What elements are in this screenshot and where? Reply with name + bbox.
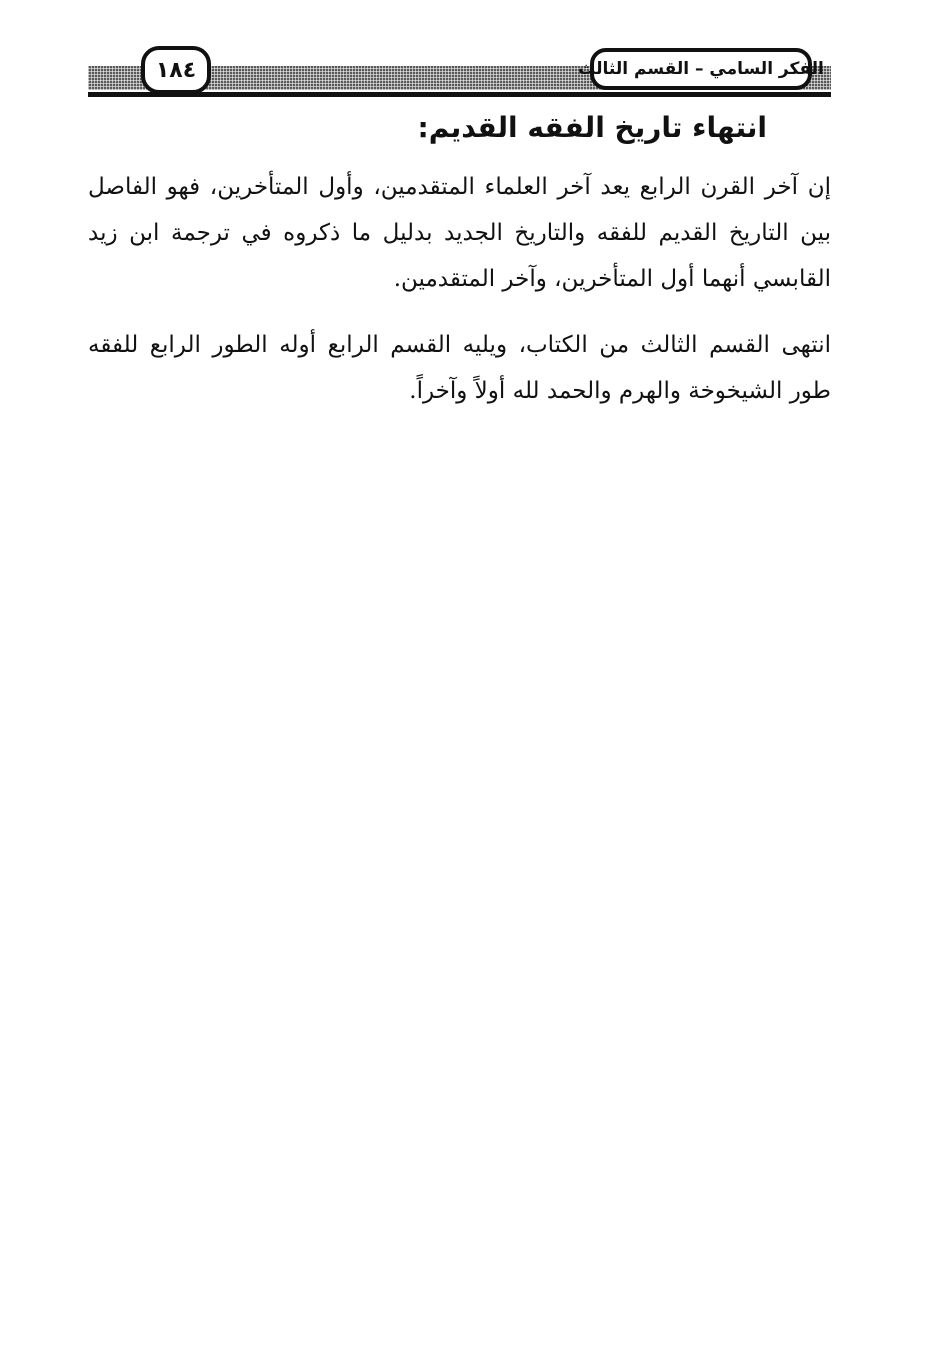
- section-heading: انتهاء تاريخ الفقه القديم:: [417, 111, 767, 144]
- running-header-text: الفكر السامي – القسم الثالث: [578, 59, 824, 79]
- page-number-text: ١٨٤: [155, 57, 197, 83]
- body-paragraph-2: انتهى القسم الثالث من الكتاب، ويليه القسم الرابع أوله الطور الرابع للفقه طور الشيخوخة والهرم والحمد لله أولاً وآخراً.: [88, 332, 831, 404]
- running-header-title: [578, 48, 824, 90]
- body-paragraph-1: إن آخر القرن الرابع يعد آخر العلماء المتقدمين، وأول المتأخرين، فهو الفاصل بين التاريخ القديم للفقه والتاريخ الجديد بدليل ما ذكروه في ترجمة ابن زيد القابسي أنهما أول المتأخرين، وآخر المتقدمين.: [88, 174, 831, 292]
- page-number: [141, 46, 211, 94]
